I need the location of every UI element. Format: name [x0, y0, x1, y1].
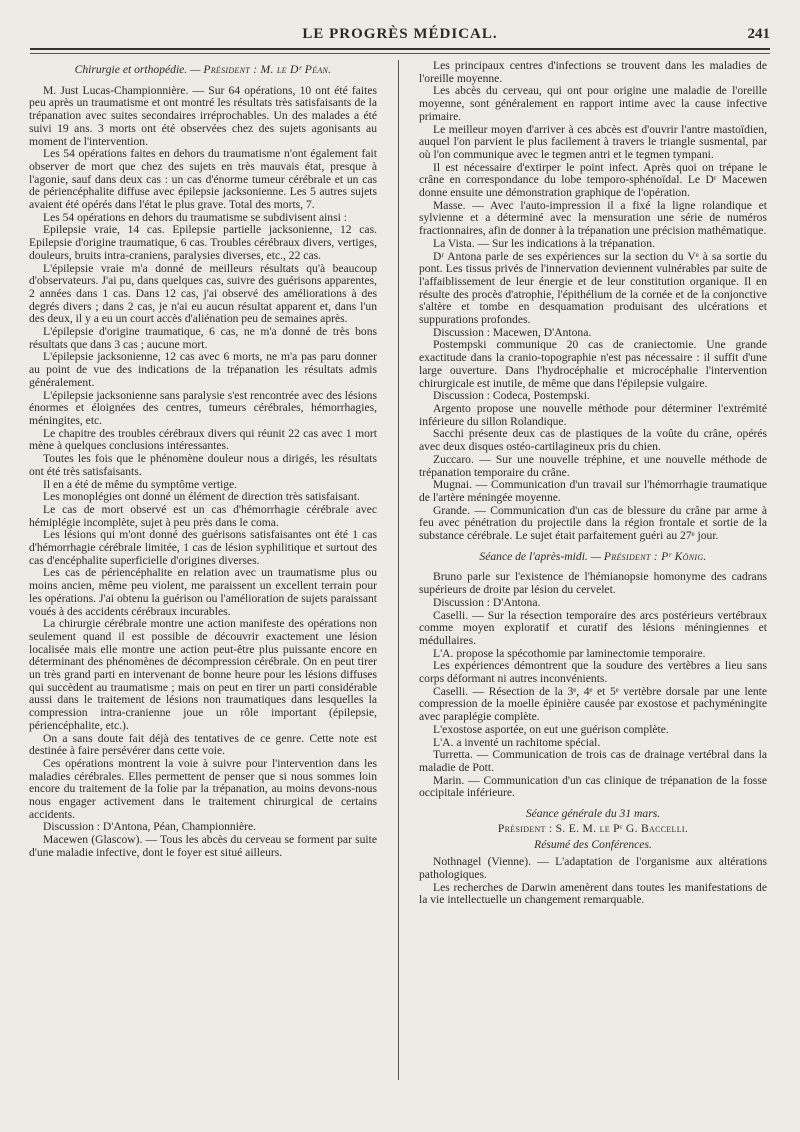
paragraph: Les 54 opérations faites en dehors du traumatisme n'ont également fait observer de mort que chez des sujets en très mauvais état, presque à l'agonie, sauf dans deux cas : un cas d'énorme tumeur cérébrale et un cas de périencéphalite diffuse avec épilepsie jacksonienne. Les 5 autres sujets avaient été opérés dans l'état le plus grave. Total des morts, 7.	[29, 147, 377, 212]
section-title: Chirurgie et orthopédie.	[74, 63, 188, 76]
paragraph: La Vista. — Sur les indications à la trépanation.	[433, 236, 655, 250]
section-president-label: Président	[203, 63, 250, 76]
paragraph: Macewen (Glascow). — Tous les abcès du cerveau se forment par suite d'une maladie infective, dont le foyer est situé ailleurs.	[29, 833, 377, 859]
right-paragraphs-2	[419, 571, 767, 800]
paragraph: Bruno parle sur l'existence de l'hémianopsie homonyme des cadrans supérieurs de droite par lésion du cervelet.	[419, 570, 767, 597]
session-president-name: : Pʳ König.	[650, 549, 707, 563]
paragraph: Le meilleur moyen d'arriver à ces abcès est d'ouvrir l'antre mastoïdien, auquel l'on parvient le plus facilement à travers le triangle susmental, par où l'on communique avec le tegmen antri et le tegmen tympani.	[419, 122, 767, 161]
paragraph: Argento propose une nouvelle méthode pour déterminer l'extrémité inférieure du sillon Rolandique.	[419, 401, 767, 428]
paragraph: Zuccaro. — Sur une nouvelle tréphine, et une nouvelle méthode de trépanation temporaire du crâne.	[419, 452, 767, 479]
paragraph: L'épilepsie jacksonienne, 12 cas avec 6 morts, ne m'a pas paru donner au point de vue des indications de la trépanation les résultats admis généralement.	[29, 350, 377, 389]
paragraph: L'A. a inventé un rachitome spécial.	[433, 735, 601, 749]
paragraph: Les principaux centres d'infections se trouvent dans les maladies de l'oreille moyenne.	[419, 59, 767, 85]
paragraph: Les monoplégies ont donné un élément de direction très satisfaisant.	[43, 490, 360, 504]
paragraph: Les lésions qui m'ont donné des guérisons satisfaisantes ont été 1 cas d'hémorrhagie cérébrale limitée, 1 cas de lésion syphilitique et surtout des cas d'encéphalite superficielle d'origines diverses.	[29, 528, 377, 567]
paragraph: Toutes les fois que le phénomène douleur nous a dirigés, les résultats ont été très satisfaisants.	[29, 452, 377, 478]
paragraph: Il en a été de même du symptôme vertige.	[43, 477, 238, 491]
paragraph: Nothnagel (Vienne). — L'adaptation de l'organisme aux altérations pathologiques.	[419, 855, 767, 881]
general-session-president	[419, 823, 767, 836]
section-heading	[29, 64, 377, 77]
left-column	[29, 60, 377, 860]
paragraph: Discussion : Codeca, Postempski.	[433, 389, 590, 403]
paragraph: Caselli. — Résection de la 3ᵉ, 4ᵉ et 5ᵉ vertèbre dorsale par une lente compression de la moelle épinière causée par exostose et pachyméningite avec paraplégie complète.	[419, 684, 767, 724]
paragraph: Le cas de mort observé est un cas d'hémorrhagie cérébrale avec hémiplégie incomplète, sujet à peu près dans le coma.	[29, 502, 377, 529]
paragraph: Turretta. — Communication de trois cas de drainage vertébral dans la maladie de Pott.	[419, 748, 767, 774]
paragraph: Caselli. — Sur la résection temporaire des arcs postérieurs vertébraux comme moyen exploratif et curatif des lésions méningiennes et médullaires.	[419, 608, 767, 647]
paragraph: La chirurgie cérébrale montre une action manifeste des opérations non seulement quand il est possible de découvrir exactement une lésion localisée mais elle montre une action peut-être plus puissante encore en déterminant des phénomènes de décompression cérébrale. On en peut tirer un très grand parti en intervenant de bonne heure pour les lésions diffuses qui succèdent au traumatisme ; mais on peut en tirer un parti considérable aussi dans le traitement de lésions non traumatiques dans lesquelles la compression intra-cranienne joue un rôle important (épilepsie, périencéphalite, etc.).	[29, 617, 377, 732]
paragraph: Les recherches de Darwin amenèrent dans toutes les manifestations de la vie intellectuelle un changement remarquable.	[419, 880, 767, 907]
paragraph: L'épilepsie jacksonienne sans paralysie s'est rencontrée avec des lésions énormes et éloignées des centres, tumeurs cérébrales, hémorrhagies, méningites, etc.	[29, 388, 377, 427]
paragraph: Mugnai. — Communication d'un travail sur l'hémorrhagie traumatique de l'artère méningée moyenne.	[419, 478, 767, 504]
paragraph: Les expériences démontrent que la soudure des vertèbres a lieu sans corps déformant ni autres inconvénients.	[419, 659, 767, 686]
page-number: 241	[747, 26, 770, 42]
paragraph: On a sans doute fait déjà des tentatives de ce genre. Cette note est destinée à faire persévérer dans cette voie.	[29, 731, 377, 758]
header-rule-thin	[30, 53, 770, 54]
general-session-title: Séance générale du 31 mars.	[525, 807, 661, 821]
session-president-label: Président	[603, 549, 651, 563]
right-paragraphs-3	[419, 856, 767, 907]
paragraph: Il est nécessaire d'extirper le point infect. Après quoi on trépane le crâne en correspondance du lobe temporo-sphénoïdal. Le Dʳ Macewen donne ensuite une démonstration graphique de l'opération.	[419, 160, 767, 200]
section-dash: —	[187, 63, 204, 76]
right-paragraphs-1	[419, 60, 767, 543]
paragraph: Les abcès du cerveau, qui ont pour origine une maladie de l'oreille moyenne, sont généralement en rapport intime avec la cause infective primaire.	[419, 84, 767, 123]
paragraph: L'épilepsie d'origine traumatique, 6 cas, ne m'a donné de très bons résultats que dans 3 cas ; aucune mort.	[29, 325, 377, 351]
journal-title: LE PROGRÈS MÉDICAL.	[302, 26, 498, 42]
paragraph: Dʳ Antona parle de ses expériences sur la section du Vᵉ à sa sortie du pont. Les tissus privés de l'innervation deviennent vulnérables par suite de l'affaiblissement de leur énergie et de leur constitution organique. Il en résulte des procès d'atrophie, l'épithélium de la cornée et de la conjonctive s'altère et tombe en desquamation produisant des ulcérations et suppurations profondes.	[419, 249, 767, 327]
column-divider	[398, 60, 399, 1080]
section-president-name: : M. le Dʳ Péan.	[250, 63, 332, 76]
conferences-subtitle: Résumé des Conférences.	[534, 838, 652, 852]
paragraph: Le chapitre des troubles cérébraux divers qui réunit 22 cas avec 1 mort mène à quelques conclusions intéressantes.	[29, 426, 377, 453]
paragraph: Sacchi présente deux cas de plastiques de la voûte du crâne, opérés avec deux disques ostéo-cartilagineux pris du chien.	[419, 427, 767, 454]
paragraph: L'exostose asportée, on eut une guérison complète.	[433, 722, 669, 736]
session-dash: —	[587, 549, 604, 563]
paragraph: Les cas de périencéphalite en relation avec un traumatisme plus ou moins ancien, même peu violent, me paraissent un excellent terrain pour les opérations. J'ai obtenu la guérison ou l'amélioration de sujets paraissant voués à des accidents cérébraux incurables.	[29, 566, 377, 618]
page-header	[30, 26, 770, 48]
paragraph: Masse. — Avec l'auto-impression il a fixé la ligne rolandique et sylvienne et a déterminé avec la mensuration une série de numéros fractionnaires, afin de donner à la trépanation une précision mathématique.	[419, 198, 767, 238]
paragraph: Marin. — Communication d'un cas clinique de trépanation de la fosse occipitale inférieure.	[419, 773, 767, 800]
paragraph: Grande. — Communication d'un cas de blessure du crâne par arme à feu avec pénétration du projectile dans la région frontale et sortie de la substance cérébrale. Le sujet était parfaitement guéri au 27ᵉ jour.	[419, 503, 767, 543]
session-heading	[419, 551, 767, 564]
paragraph: M. Just Lucas-Championnière. — Sur 64 opérations, 10 ont été faites peu après un traumatisme et ont montré les résultats très satisfaisants de la trépanation avec suites secondaires irréprochables. Un des malades a été suivi 19 ans. 3 morts ont été observées chez des sujets agonisants au moment de l'intervention.	[29, 83, 377, 148]
paragraph: Epilepsie vraie, 14 cas. Epilepsie partielle jacksonienne, 12 cas. Epilepsie d'origine traumatique, 6 cas. Troubles cérébraux divers, vertiges, douleurs, bruits intra-craniens, paralysies diverses, etc., 22 cas.	[29, 223, 377, 262]
right-column	[419, 60, 767, 907]
paragraph: Discussion : Macewen, D'Antona.	[433, 325, 592, 339]
paragraph: Ces opérations montrent la voie à suivre pour l'intervention dans les maladies cérébrales. Elles permettent de penser que si nous sommes loin encore du traitement de la folie par la trépanation, au moins devons-nous nous engager activement dans le traitement chirurgical de certains accidents.	[29, 756, 377, 821]
paragraph: Postempski communique 20 cas de craniectomie. Une grande exactitude dans la cranio-topographie n'est pas nécessaire : il suffit d'une large ouverture. Dans l'hydrocéphalie et microcéphalie l'intervention chirurgicale est inutile, de même que dans l'épilepsie vulgaire.	[419, 338, 767, 390]
paragraph: Discussion : D'Antona, Péan, Championnière.	[43, 820, 257, 834]
left-paragraphs	[29, 85, 377, 860]
paragraph: L'épilepsie vraie m'a donné de meilleurs résultats qu'à beaucoup d'observateurs. J'ai pu, dans quelques cas, suivre des guérisons apparentes, 2 années dans 1 cas. Dans 12 cas, j'ai observé des améliorations à des degrés divers ; dans 2 cas, je n'ai eu aucun résultat apparent et, dans l'un des deux, il y a eu un court accès d'aliénation peu de semaines après.	[29, 261, 377, 326]
session-title: Séance de l'après-midi.	[479, 549, 588, 563]
general-session-president-name: : S. E. M. le Pʳ G. Baccelli.	[545, 821, 689, 835]
paragraph: L'A. propose la spécothomie par laminectomie temporaire.	[433, 646, 706, 660]
paragraph: Discussion : D'Antona.	[433, 595, 541, 609]
paragraph: Les 54 opérations en dehors du traumatisme se subdivisent ainsi :	[43, 210, 347, 224]
header-rule	[30, 48, 770, 50]
general-session-president-label: Président	[497, 821, 546, 835]
